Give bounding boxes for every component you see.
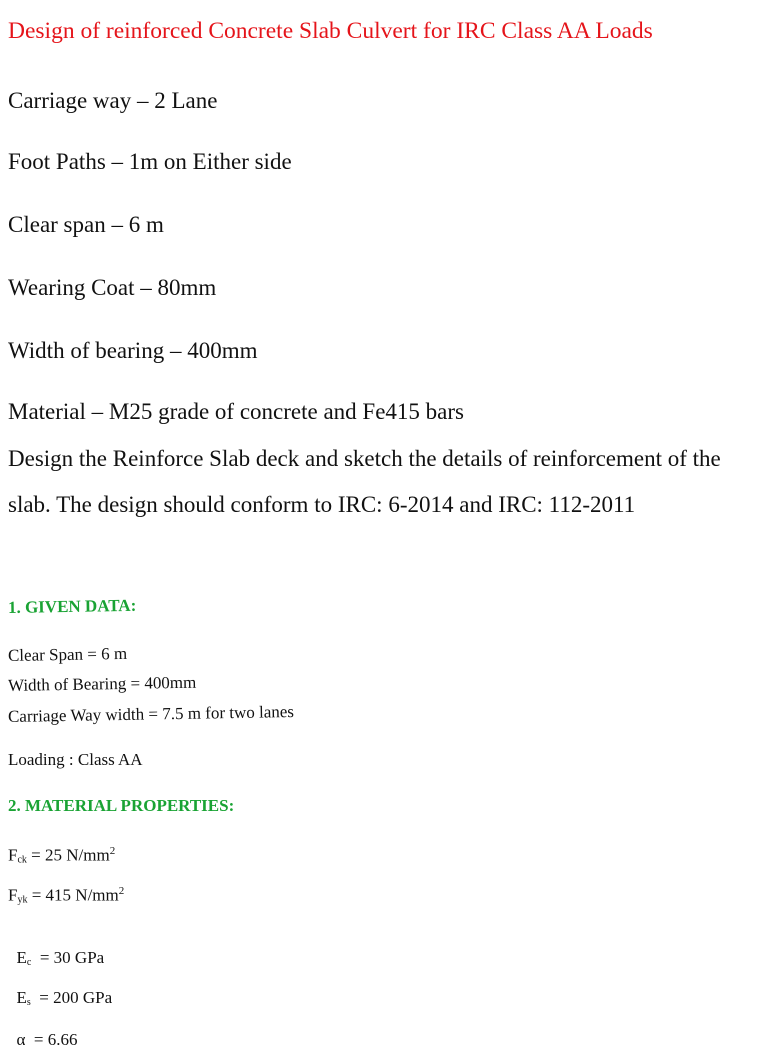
given-clear-span: Clear Span = 6 m [7,643,128,665]
spec-wearing-coat: Wearing Coat – 80mm [8,275,217,300]
section-given-data-heading: 1. GIVEN DATA: [7,595,137,617]
property-fck-value: = 25 N/mm [26,845,110,865]
property-fyk-symbol: F [8,885,18,905]
property-ec-symbol: E [16,948,27,967]
property-fyk-subscript: yk [17,894,28,906]
property-es-symbol: E [16,988,27,1007]
spec-foot-paths: Foot Paths – 1m on Either side [8,149,292,174]
property-alpha-symbol: α [16,1030,26,1049]
spec-clear-span: Clear span – 6 m [8,212,164,237]
given-carriage-way-width: Carriage Way width = 7.5 m for two lanes [7,702,295,726]
spec-bearing-width: Width of bearing – 400mm [8,338,258,363]
property-fyk [8,885,124,906]
property-fck-symbol: F [8,845,18,865]
property-fck [8,845,115,866]
property-fyk-value: = 415 N/mm [27,885,119,905]
section-material-properties-heading: 2. MATERIAL PROPERTIES: [8,796,235,815]
property-es [8,968,112,1008]
property-fck-subscript: ck [17,854,27,866]
given-bearing-width: Width of Bearing = 400mm [7,672,197,695]
property-fck-superscript: 2 [109,845,116,857]
spec-carriage-way: Carriage way – 2 Lane [8,88,218,113]
property-alpha-value: = 6.66 [25,1030,78,1049]
given-loading: Loading : Class AA [8,750,143,769]
property-alpha [8,1010,78,1050]
document-title: Design of reinforced Concrete Slab Culvert for IRC Class AA Loads [8,18,653,44]
task-paragraph: Design the Reinforce Slab deck and sketch the details of reinforcement of the slab. The design should conform to IRC: 6-2014 and IRC: 112-2011 [8,446,721,517]
property-fyk-superscript: 2 [118,885,125,897]
spec-material: Material – M25 grade of concrete and Fe415 bars [8,399,465,424]
property-ec-subscript: c [26,957,32,968]
property-es-subscript: s [26,997,31,1008]
property-ec-value: = 30 GPa [31,948,105,967]
property-ec [8,928,104,968]
property-es-value: = 200 GPa [30,988,113,1007]
